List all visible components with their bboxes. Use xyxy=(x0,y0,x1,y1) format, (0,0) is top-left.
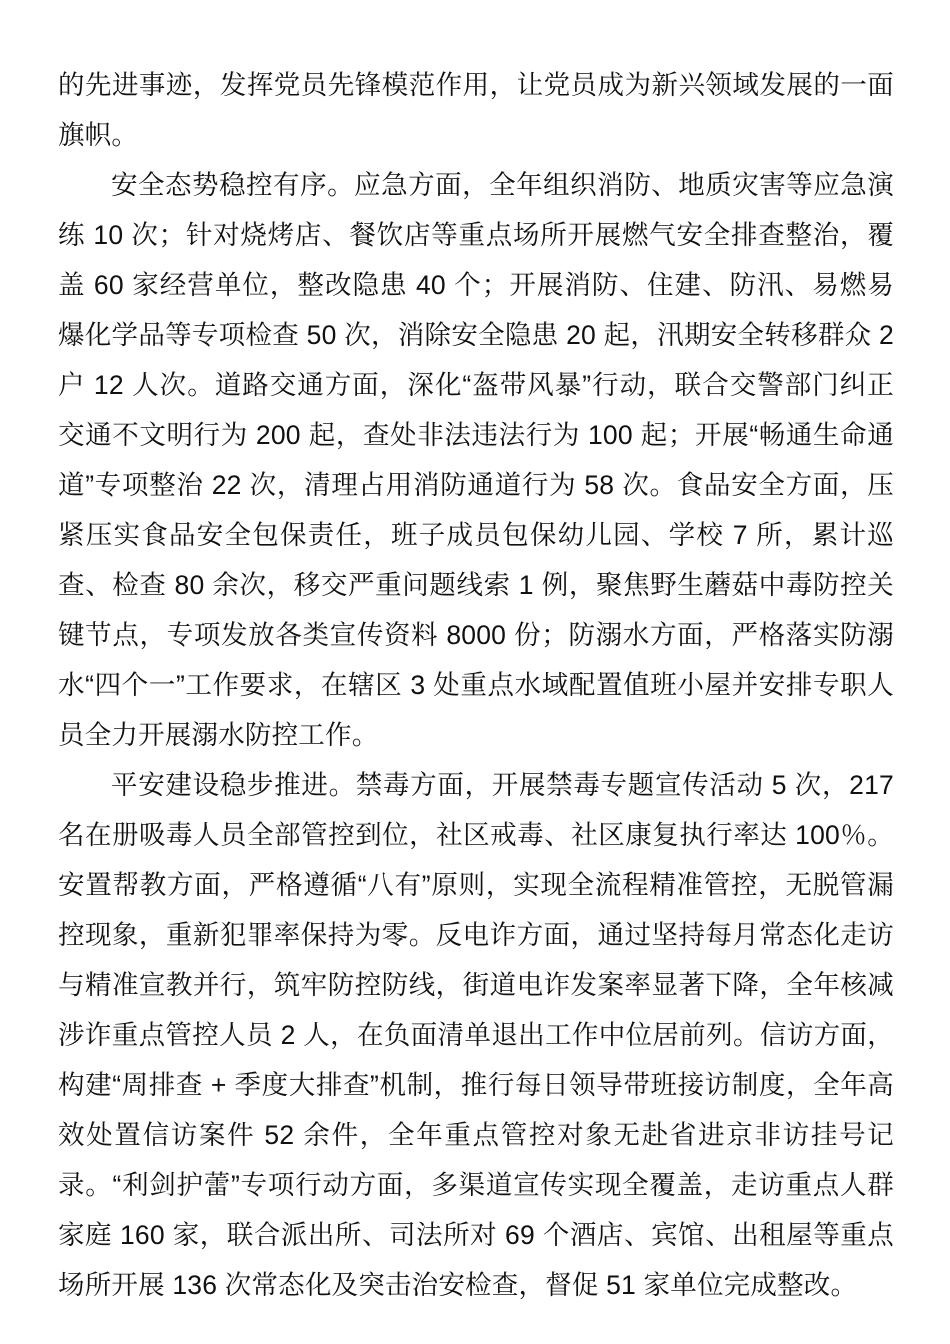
paragraph-safety-situation: 安全态势稳控有序。应急方面，全年组织消防、地质灾害等应急演练 10 次；针对烧烤店、餐饮店等重点场所开展燃气安全排查整治，覆盖 60 家经营单位，整改隐患 40 个；开展消防、住建、防汛、易燃易爆化学品等专项检查 50 次，消除安全隐患 20 起，汛期安全转移群众 2 户 12 人次。道路交通方面，深化“盔带风暴”行动，联合交警部门纠正交通不文明行为 200 起，查处非法违法行为 100 起；开展“畅通生命通道”专项整治 22 次，清理占用消防通道行为 58 次。食品安全方面，压紧压实食品安全包保责任，班子成员包保幼儿园、学校 7 所，累计巡查、检查 80 余次，移交严重问题线索 1 例，聚焦野生蘑菇中毒防控关键节点，专项发放各类宣传资料 8000 份；防溺水方面，严格落实防溺水“四个一”工作要求，在辖区 3 处重点水域配置值班小屋并安排专职人员全力开展溺水防控工作。 xyxy=(58,170,894,750)
document-text-column xyxy=(58,60,894,1310)
paragraph-ping-an-construction: 平安建设稳步推进。禁毒方面，开展禁毒专题宣传活动 5 次，217 名在册吸毒人员全部管控到位，社区戒毒、社区康复执行率达 100％。安置帮教方面，严格遵循“八有”原则，实现全流程精准管控，无脱管漏控现象，重新犯罪率保持为零。反电诈方面，通过坚持每月常态化走访与精准宣教并行，筑牢防控防线，街道电诈发案率显著下降，全年核减涉诈重点管控人员 2 人，在负面清单退出工作中位居前列。信访方面，构建“周排查 + 季度大排查”机制，推行每日领导带班接访制度，全年高效处置信访案件 52 余件，全年重点管控对象无赴省进京非访挂号记录。“利剑护蕾”专项行动方面，多渠道宣传实现全覆盖，走访重点人群家庭 160 家，联合派出所、司法所对 69 个酒店、宾馆、出租屋等重点场所开展 136 次常态化及突击治安检查，督促 51 家单位完成整改。 xyxy=(58,770,894,1300)
paragraph-continued-party-members: 的先进事迹，发挥党员先锋模范作用，让党员成为新兴领域发展的一面旗帜。 xyxy=(58,70,894,150)
